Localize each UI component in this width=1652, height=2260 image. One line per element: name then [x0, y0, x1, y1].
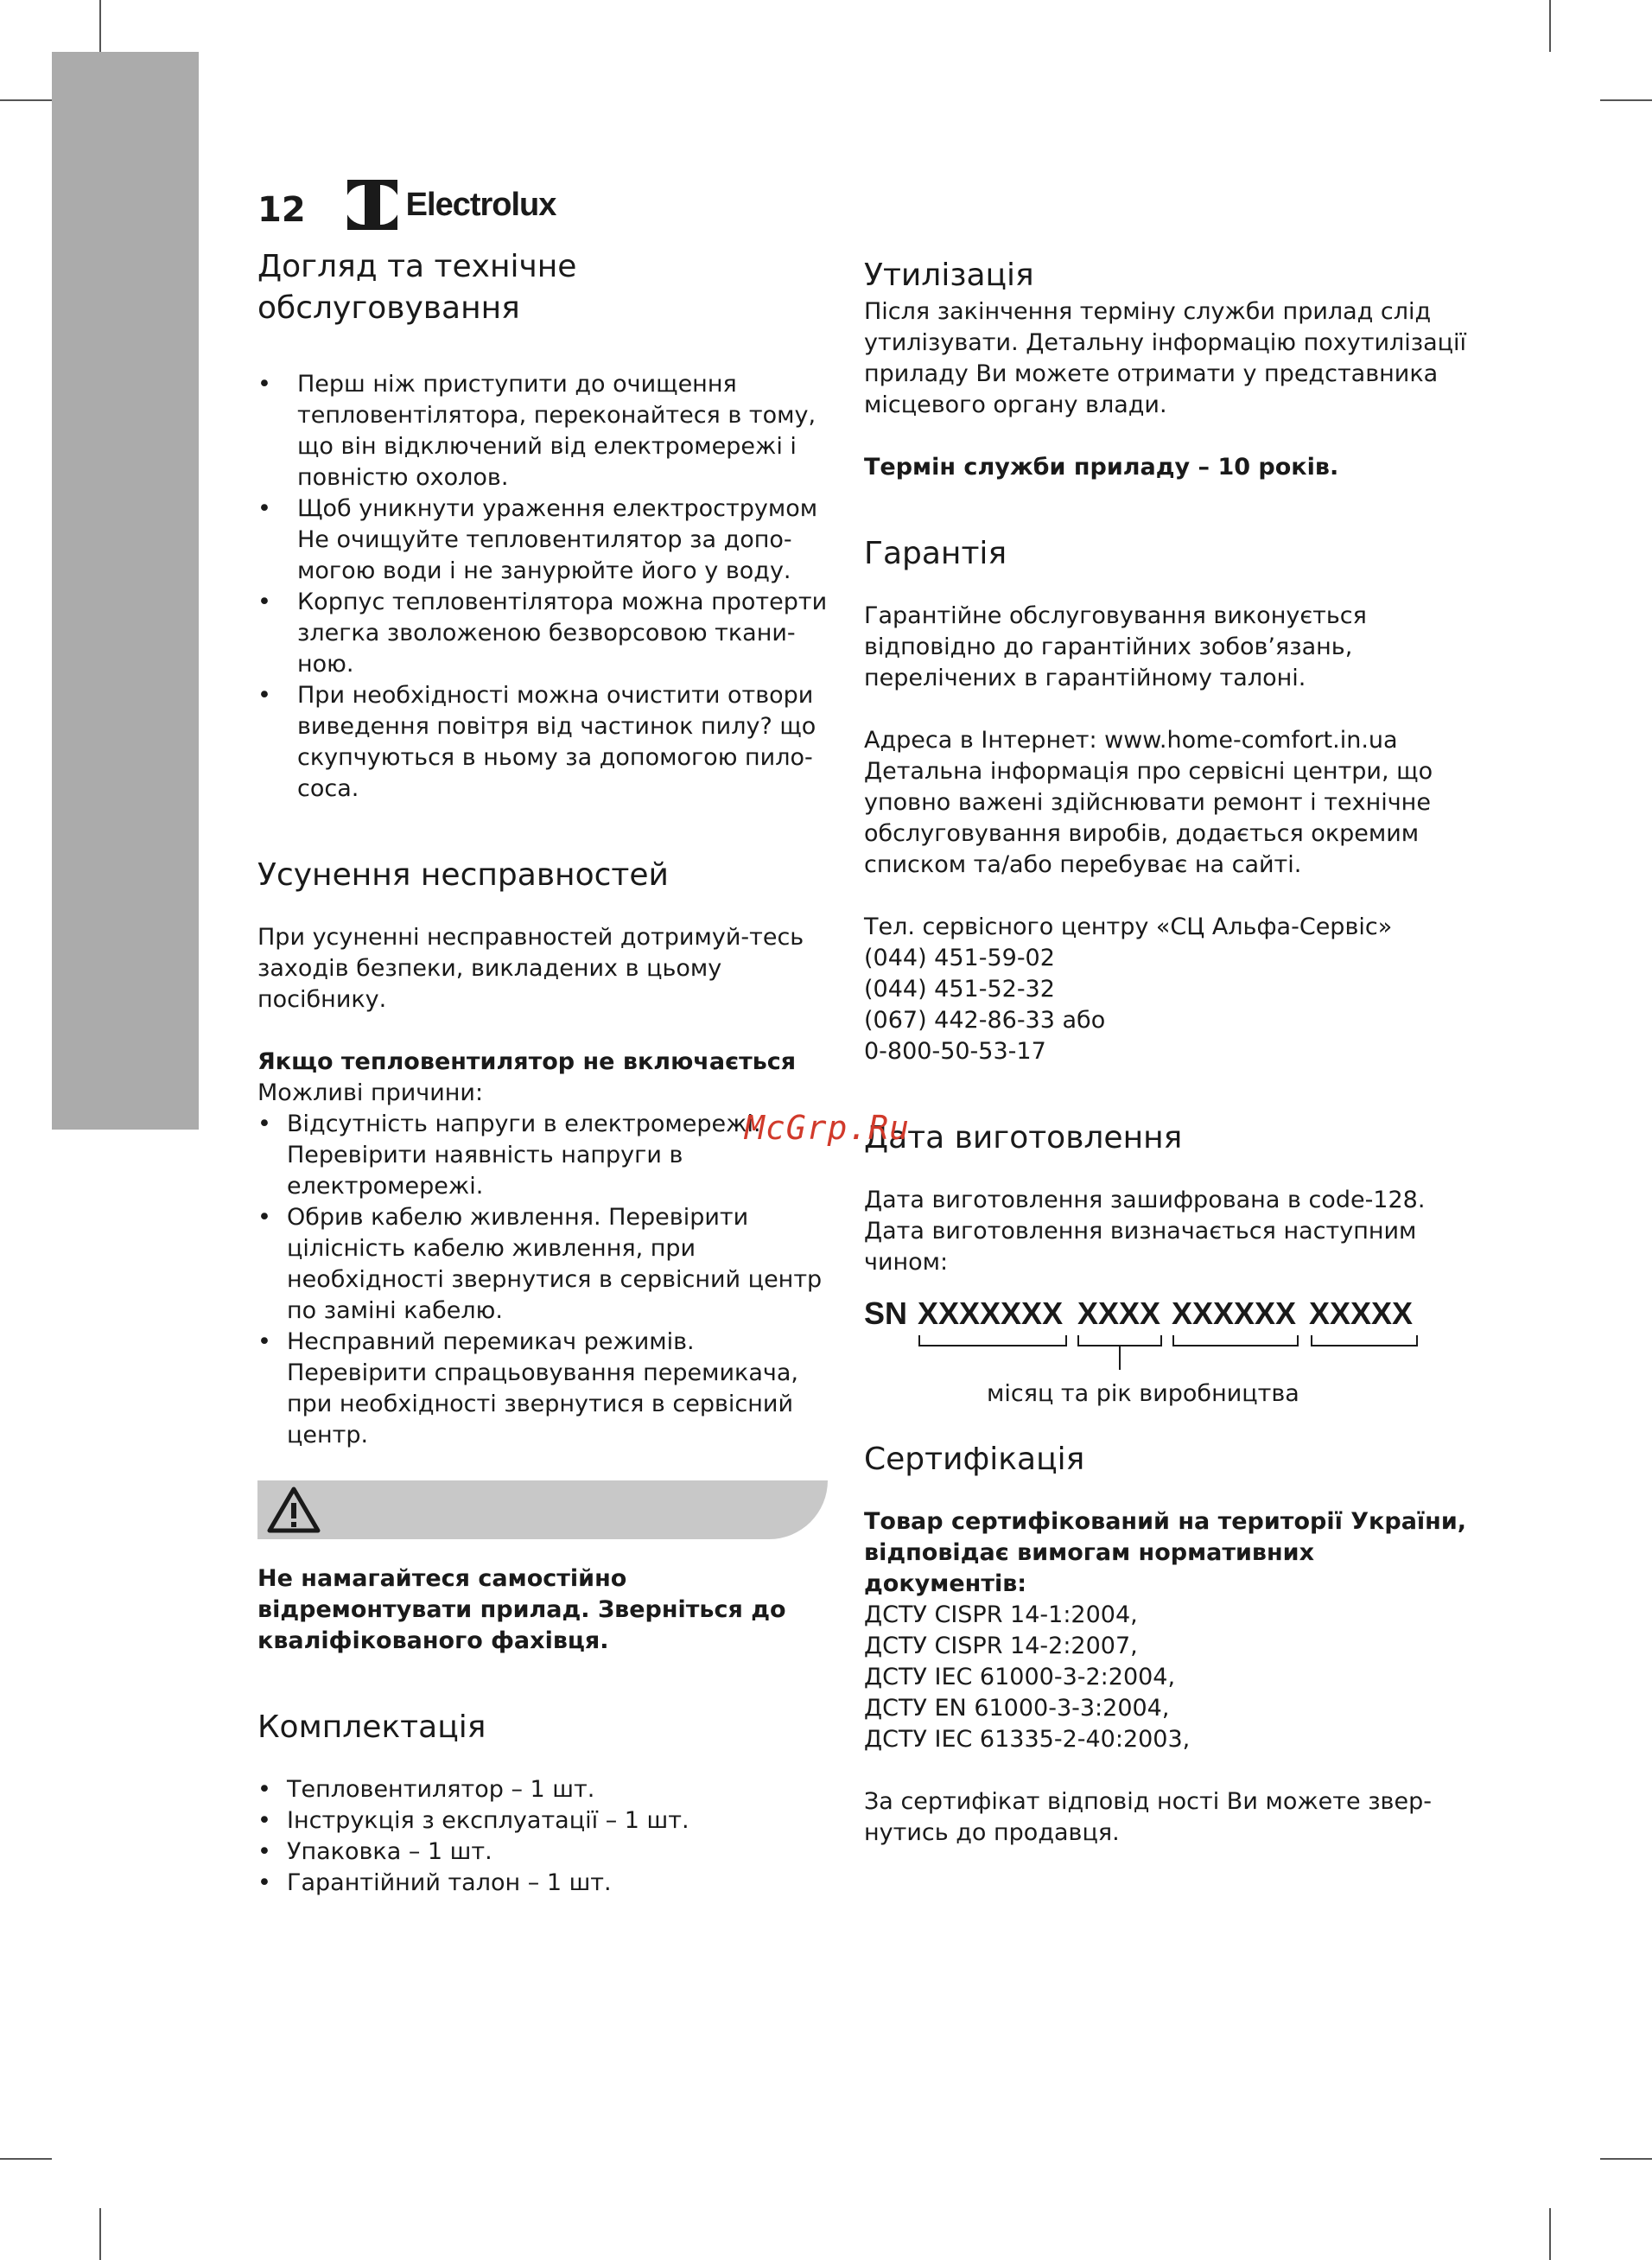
- crop-mark: [0, 99, 52, 101]
- brand-logo: [347, 180, 556, 230]
- list-item: • Несправний перемикач режимів. Перевірити спрацьовування перемикача, при необхідності звернутися в сервісний центр.: [257, 1327, 828, 1451]
- crop-mark: [99, 2208, 101, 2260]
- standard-item: ДСТУ CISPR 14-1:2004,: [864, 1601, 1138, 1628]
- sn-part: XXXXX: [1309, 1296, 1414, 1331]
- list-item: • Гарантійний талон – 1 шт.: [257, 1868, 828, 1899]
- certification-bold-text: Товар сертифікований на території України, відповідає вимогам нормативних документів:: [864, 1508, 1467, 1597]
- standard-item: ДСТУ IEC 61000-3-2:2004,: [864, 1664, 1176, 1690]
- brand-name: Electrolux: [405, 186, 556, 223]
- list-item: • Перш ніж приступити до очищення тепловентілятора, переконайтеся в тому, що він відключений від електромережі і повністю охолов.: [257, 369, 828, 493]
- crop-mark: [0, 2158, 52, 2160]
- certification-footer: За сертифікат відповід ності Ви можете звер-нутись до продавця.: [864, 1788, 1432, 1846]
- standard-item: ДСТУ EN 61000-3-3:2004,: [864, 1695, 1170, 1722]
- phone-label: Тел. сервісного центру «СЦ Альфа-Сервіс»: [864, 914, 1393, 940]
- crop-mark: [1549, 0, 1551, 52]
- warranty-title: Гарантія: [864, 536, 1007, 571]
- sn-brackets: [864, 1296, 1469, 1373]
- serial-number-diagram: [864, 1296, 1469, 1408]
- causes-list: [257, 1109, 828, 1451]
- warning-triangle-icon: [266, 1486, 321, 1534]
- electrolux-logo-icon: [347, 180, 397, 230]
- troubleshooting-subheading: Якщо тепловентилятор не включається: [257, 1048, 797, 1075]
- list-item: • Інструкція з експлуатації – 1 шт.: [257, 1805, 828, 1837]
- warning-text: Не намагайтеся самостійно відремонтувати прилад. Зверніться до кваліфікованого фахівця.: [257, 1565, 786, 1654]
- crop-mark: [99, 0, 101, 52]
- list-item: • Обрив кабелю живлення. Перевірити цілісність кабелю живлення, при необхідності звернутися в сервісний центр по заміні кабелю.: [257, 1202, 828, 1327]
- warning-banner: [257, 1480, 828, 1539]
- list-item: • Відсутність напруги в електромережі. Перевірити наявність напруги в електромережі.: [257, 1109, 828, 1202]
- warranty-internet: Адреса в Інтернет: www.home-comfort.in.ua: [864, 727, 1398, 754]
- lifetime-text: Термін служби приладу – 10 років.: [864, 454, 1339, 481]
- crop-mark: [1600, 2158, 1652, 2160]
- package-title: Комплектація: [257, 1709, 486, 1745]
- right-column: [864, 255, 1469, 1849]
- certification-title: Сертифікація: [864, 1442, 1085, 1477]
- warranty-text: Гарантійне обслуговування виконується відповідно до гарантійних зобов’язань, перелічених в гарантійному талоні.: [864, 602, 1367, 691]
- sn-part: XXXXXX: [1172, 1296, 1297, 1331]
- sidebar-band: [52, 52, 199, 1130]
- troubleshooting-intro: При усуненні несправностей дотримуй-тесь заходів безпеки, викладених в цьому посібнику.: [257, 924, 804, 1013]
- sn-prefix: SN: [864, 1296, 908, 1331]
- watermark-text: McGrp.Ru: [745, 1109, 911, 1147]
- list-item: • Корпус тепловентілятора можна протерти злегка зволоженою безворсовою ткани-ною.: [257, 587, 828, 680]
- care-title: Догляд та технічне обслуговування: [257, 249, 577, 326]
- phone-number: (067) 442-86-33 або: [864, 1007, 1106, 1034]
- left-column: [257, 246, 828, 1899]
- phone-number: (044) 451-59-02: [864, 945, 1055, 971]
- phone-number: 0-800-50-53-17: [864, 1038, 1046, 1065]
- page-header: [257, 180, 556, 230]
- sn-caption: місяц та рік виробництва: [987, 1380, 1299, 1407]
- manufacture-text: Дата виготовлення зашифрована в code-128. Дата виготовлення визначається наступним чином:: [864, 1187, 1426, 1276]
- standard-item: ДСТУ CISPR 14-2:2007,: [864, 1633, 1138, 1659]
- care-list: [257, 369, 828, 805]
- page-number: 12: [257, 190, 306, 230]
- disposal-text: Після закінчення терміну служби прилад слід утилізувати. Детальну інформацію похутилізації приладу Ви можете отримати у представника місцевого органу влади.: [864, 298, 1467, 418]
- troubleshooting-title: Усунення несправностей: [257, 857, 669, 893]
- causes-label: Можливі причини:: [257, 1079, 484, 1106]
- sn-part: XXXXXXX: [918, 1296, 1064, 1331]
- crop-mark: [1549, 2208, 1551, 2260]
- list-item: • Тепловентилятор – 1 шт.: [257, 1774, 828, 1805]
- crop-mark: [1600, 99, 1652, 101]
- phone-number: (044) 451-52-32: [864, 976, 1055, 1003]
- package-list: [257, 1774, 828, 1899]
- list-item: • Щоб уникнути ураження електрострумом Не очищуйте тепловентилятор за допо-могою води і не занурюйте його у воду.: [257, 493, 828, 587]
- standard-item: ДСТУ IEC 61335-2-40:2003,: [864, 1726, 1191, 1753]
- disposal-title: Утилізація: [864, 258, 1034, 293]
- sn-part: XXXX: [1077, 1296, 1161, 1331]
- manufacture-title: Дата виготовлення: [864, 1120, 1183, 1155]
- list-item: • При необхідності можна очистити отвори виведення повітря від частинок пилу? що скупчуються в ньому за допомогою пило-соса.: [257, 680, 828, 805]
- warranty-service-info: Детальна інформація про сервісні центри, що уповно важені здійснювати ремонт і технічне обслуговування виробів, додається окремим списком та/або перебуває на сайті.: [864, 758, 1433, 878]
- list-item: • Упаковка – 1 шт.: [257, 1837, 828, 1868]
